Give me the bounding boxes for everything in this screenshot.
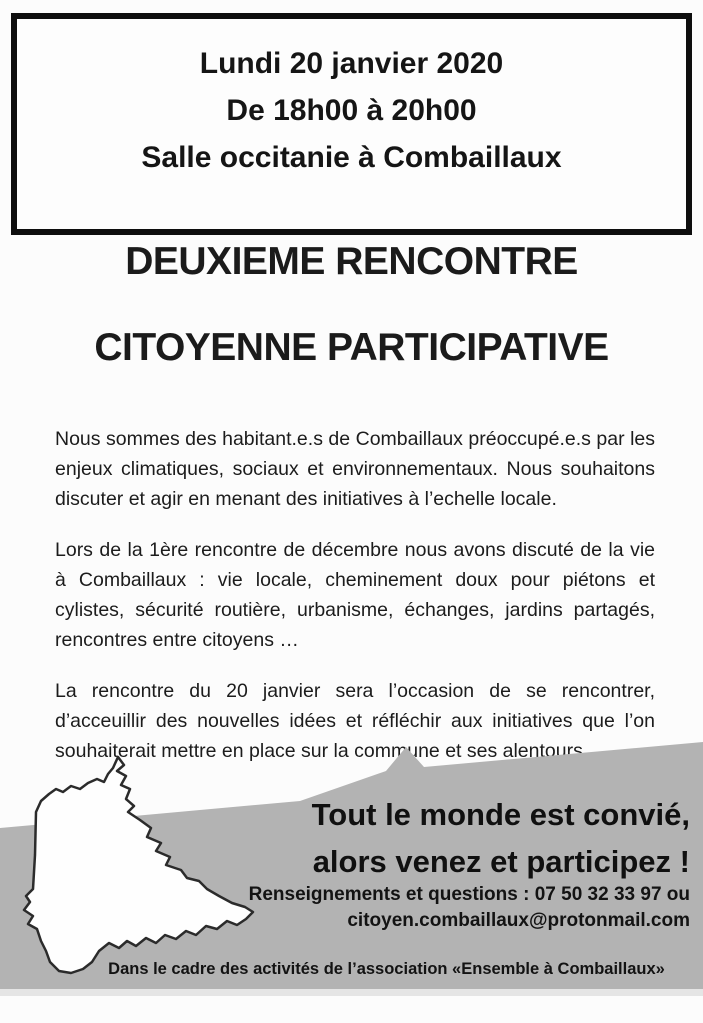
invitation-line-2: alors venez et participez ! [312,844,690,879]
paragraph-first-meeting: Lors de la 1ère rencontre de décembre nous avons discuté de la vie à Combaillaux : vie locale, cheminement doux pour piétons et cylistes, sécurité routière, urbanisme, échanges, jardins partagés, rencontres entre citoyens … [55,539,655,651]
banner-bottom-fade [0,989,703,996]
event-info-box [11,13,692,235]
contact-email: citoyen.combaillaux@protonmail.com [347,910,690,931]
event-place: Salle occitanie à Combaillaux [141,141,562,174]
event-time: De 18h00 à 20h00 [226,94,477,127]
event-date: Lundi 20 janvier 2020 [199,47,504,80]
invitation-text [312,791,690,885]
invitation-line-1: Tout le monde est convié, [311,797,690,832]
paragraph-second-meeting: La rencontre du 20 janvier sera l’occasion de se rencontrer, d’acceuillir des nouvelles idées et réfléchir aux initiatives que l’on souhaiterait mettre en place sur la commune et ses alentours. [55,680,655,762]
headline-line-1: DEUXIEME RENCONTRE [125,240,578,283]
association-credit: Dans le cadre des activités de l’association «Ensemble à Combaillaux» [108,960,665,978]
headline-line-2: CITOYENNE PARTICIPATIVE [94,326,609,369]
contact-phone-line: Renseignements et questions : 07 50 32 33 97 ou [248,884,690,905]
contact-info [249,882,690,934]
paragraph-intro: Nous sommes des habitant.e.s de Combaillaux préoccupé.e.s par les enjeux climatiques, sociaux et environnementaux. Nous souhaitons discuter et agir en menant des initiatives à l’echelle locale. [55,428,655,510]
